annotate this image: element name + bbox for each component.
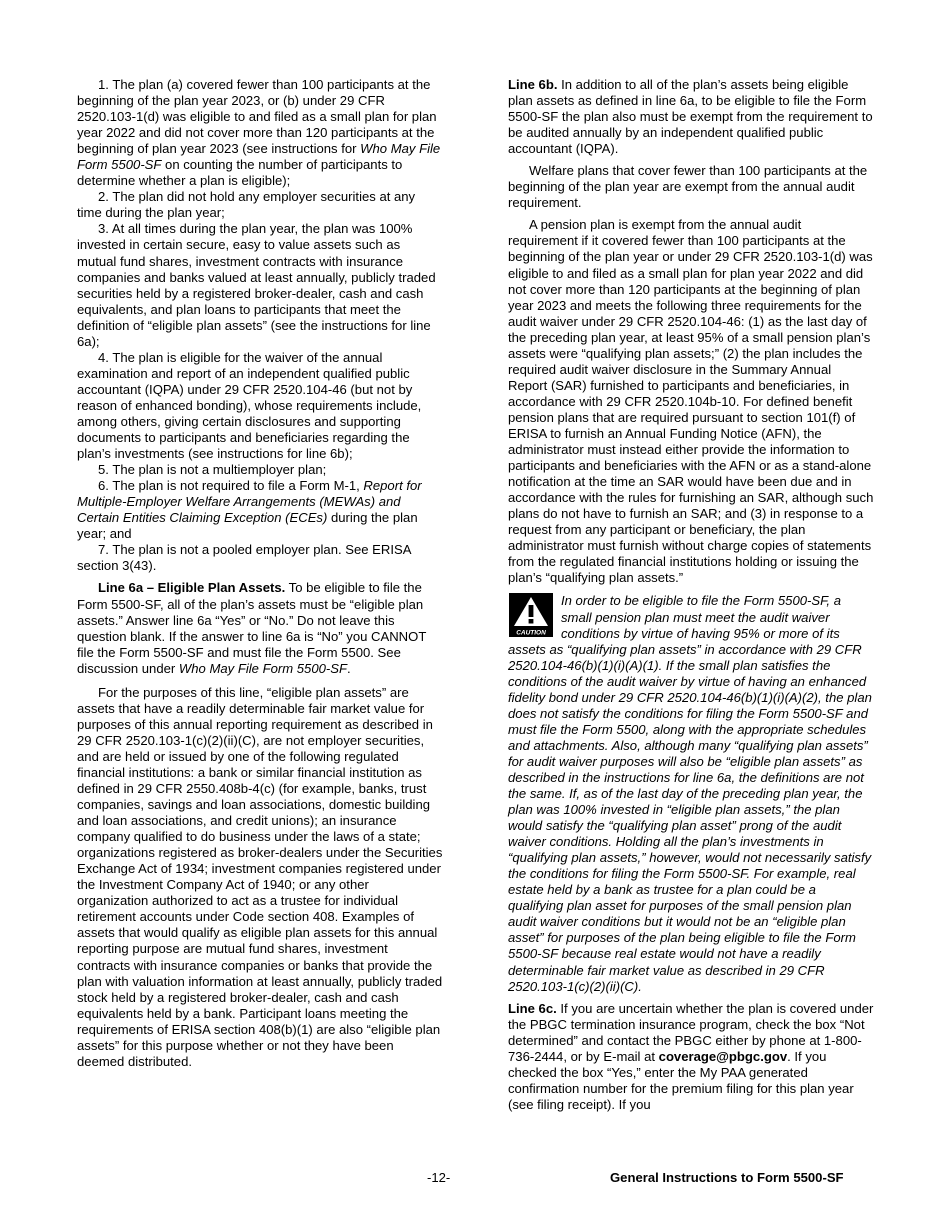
caution-note (508, 593, 874, 994)
list-item-7: 7. The plan is not a pooled employer plan. See ERISA section 3(43). (77, 542, 411, 574)
right-column (508, 77, 874, 1113)
list-item-2: 2. The plan did not hold any employer securities at any time during the plan year; (77, 189, 416, 221)
line-6b-paragraph: Line 6b. In addition to all of the plan’s assets being eligible plan assets as defined in line 6a, to be eligible to file the Form 5500-SF the plan also must be exempt from the requirement to be audited annually by an independent qualified public accountant (IQPA). (508, 77, 873, 157)
line-6a-paragraph: Line 6a – Eligible Plan Assets. To be eligible to file the Form 5500-SF, all of the plan’s assets must be “eligible plan assets.” Answer line 6a “Yes” or “No.” Do not leave this question blank. If the answer to line 6a is “No” you CANNOT file the Form 5500-SF and must file the Form 5500. See discussion under Who May File Form 5500-SF. (77, 580, 427, 676)
list-item-3: 3. At all times during the plan year, the plan was 100% invested in certain secure, easy to value assets such as mutual fund shares, investment contracts with insurance companies and banks valued at least annually, publicly traded securities held by a registered broker-dealer, cash and cash equivalents, and plan loans to participants that meet the definition of “eligible plan assets” (see the instructions for line 6a); (77, 221, 436, 349)
caution-icon (509, 593, 553, 637)
eligible-assets-paragraph: For the purposes of this line, “eligible plan assets” are assets that have a readily determinable fair market value for purposes of this annual reporting requirement as described in 29 CFR 2520.103-1(c)(2)(ii)(C), are not employer securities, and are held or issued by one of the following regulated financial institutions: a bank or similar financial institution as defined in 29 CFR 2550.408b-4(c) (for example, banks, trust companies, savings and loan associations, domestic building and loan associations, and credit unions); an insurance company qualified to do business under the laws of a state; organizations registered as broker-dealers under the Securities Exchange Act of 1934; investment companies registered under the Investment Company Act of 1940; or any other organization authorized to act as a trustee for individual retirement accounts under Code section 408. Examples of assets that would qualify as eligible plan assets for this annual reporting purpose are mutual fund shares, investment contracts with insurance companies or banks that provide the plan with valuation information at least annually, publicly traded stock held by a registered broker-dealer, cash and cash equivalents held by a bank. Participant loans meeting the requirements of ERISA section 408(b)(1) are also “eligible plan assets” for this purpose whether or not they have been deemed distributed. (77, 684, 443, 1069)
line-6c-paragraph: Line 6c. If you are uncertain whether the plan is covered under the PBGC termination insurance program, check the box “Not determined” and contact the PBGC either by phone at 1-800-736-2444, or by E-mail at coverage@pbgc.gov. If you checked the box “Yes,” enter the My PAA generated confirmation number for the premium filing for this plan year (see filing receipt). If you (508, 1000, 874, 1112)
line-6b-heading: Line 6b. (508, 77, 558, 92)
list-item-6: 6. The plan is not required to file a Form M-1, Report for Multiple-Employer Welfare Arrangements (MEWAs) and Certain Entities Claiming Exception (ECEs) during the plan year; and (77, 478, 422, 542)
caution-label: CAUTION (516, 629, 546, 637)
caution-text: In order to be eligible to file the Form 5500-SF, a small pension plan must meet the audit waiver conditions by virtue of having 95% or more of its assets as “qualifying plan assets” in accordance with 29 CFR 2520.104-46(b)(1)(i)(A)(1). If the small plan satisfies the conditions of the audit waiver by virtue of having an enhanced fidelity bond under 29 CFR 2520.104-46(b)(1)(i)(A)(2), the plan does not satisfy the conditions for filing the Form 5500-SF and must file the Form 5500, along with the appropriate schedules and attachments. Also, although many “qualifying plan assets” for audit waiver purposes will also be “eligible plan assets” as described in the instructions for line 6a, the definitions are not the same. If, as of the last day of the preceding plan year, the plan was 100% invested in “eligible plan assets,” the plan would satisfy the “qualifying plan asset” prong of the audit waiver conditions. Holding all the plan’s investments in “qualifying plan assets,” however, would not necessarily satisfy the conditions for filing the Form 5500-SF. For example, real estate held by a bank as trustee for a plan could be a qualifying plan asset for purposes of the small pension plan audit waiver conditions but it would not be an “eligible plan asset” for purposes of the plan being eligible to file the Form 5500-SF because real estate would not have a readily determinable fair market value as described in 29 CFR 2520.103-1(c)(2)(ii)(C). (508, 593, 872, 994)
list-item-1: 1. The plan (a) covered fewer than 100 participants at the beginning of the plan year 2023, or (b) under 29 CFR 2520.103-1(d) was eligible to and filed as a small plan for plan year 2022 and did not cover more than 120 participants at the beginning of plan year 2023 (see instructions for Who May File Form 5500-SF on counting the number of participants to determine whether a plan is eligible); (77, 77, 441, 189)
line-6a-heading: Line 6a – Eligible Plan Assets. (98, 580, 286, 596)
list-item-5: 5. The plan is not a multiemployer plan; (98, 462, 327, 478)
list-item-4: 4. The plan is eligible for the waiver of the annual examination and report of an independent qualified public accountant (IQPA) under 29 CFR 2520.104-46 (but not by reason of enhanced bonding), whose requirements include, among others, giving certain disclosures and supporting documents to participants and beneficiaries regarding the plan’s investments (see instructions for line 6b); (77, 349, 422, 462)
pbgc-email: coverage@pbgc.gov (658, 1048, 788, 1064)
left-column (77, 77, 443, 1070)
pension-paragraph: A pension plan is exempt from the annual audit requirement if it covered fewer than 100 participants at the beginning of the plan year or under 29 CFR 2520.103-1(d) was eligible to and filed as a small plan for plan year 2022 and did not cover more than 120 participants at the beginning of plan year 2023 and meets the following three requirements for the audit waiver under 29 CFR 2520.104-46: (1) as the last day of the preceding plan year, at least 95% of a small pension plan’s assets were “qualifying plan assets;” (2) the plan includes the required audit waiver disclosure in the Summary Annual Report (SAR) furnished to participants and beneficiaries, in accordance with 29 CFR 2520.104b-10. For defined benefit pension plans that are required pursuant to section 101(f) of ERISA to furnish an Annual Funding Notice (AFN), the administrator must instead either provide the information to participants and beneficiaries with the AFN or as a stand-alone notification at the time an SAR would have been due and in accordance with the rules for furnishing an SAR, although such plans do not have to furnish an SAR; and (3) in response to a request from any participant or beneficiary, the plan administrator must furnish without charge copies of statements from the regulated financial institutions holding or issuing the plan’s “qualifying plan assets.” (508, 217, 874, 586)
footer-title: General Instructions to Form 5500-SF (610, 1170, 844, 1185)
page-number: -12- (427, 1170, 451, 1185)
line-6c-heading: Line 6c. (508, 1000, 557, 1016)
welfare-paragraph: Welfare plans that cover fewer than 100 participants at the beginning of the plan year are exempt from the annual audit requirement. (508, 163, 868, 211)
